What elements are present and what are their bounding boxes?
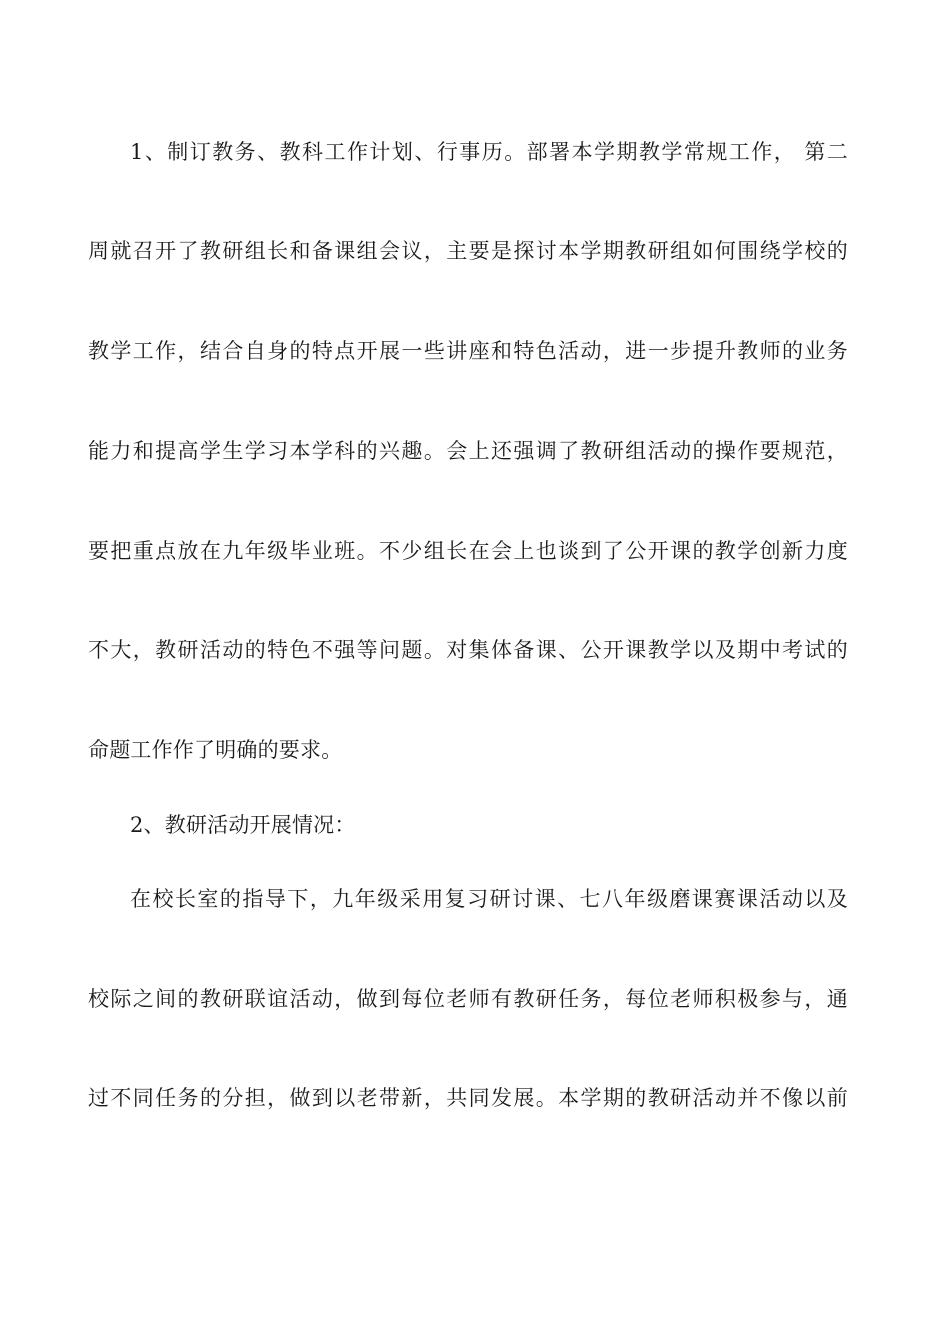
- paragraph-1-line-1: 1、制订教务、教科工作计划、行事历。部署本学期教学常规工作， 第二: [130, 140, 848, 164]
- paragraph-1-line-3: 教学工作，结合自身的特点开展一些讲座和特色活动，进一步提升教师的业务: [88, 339, 848, 363]
- paragraph-1-line-4: 能力和提高学生学习本学科的兴趣。会上还强调了教研组活动的操作要规范，: [88, 439, 848, 463]
- paragraph-1-line-5: 要把重点放在九年级毕业班。不少组长在会上也谈到了公开课的教学创新力度: [88, 539, 848, 563]
- section-heading-2: 2、教研活动开展情况：: [130, 813, 356, 837]
- paragraph-1-line-2: 周就召开了教研组长和备课组会议，主要是探讨本学期教研组如何围绕学校的: [88, 239, 848, 263]
- paragraph-2-line-1: 在校长室的指导下，九年级采用复习研讨课、七八年级磨课赛课活动以及: [130, 887, 848, 911]
- paragraph-2-line-3: 过不同任务的分担，做到以老带新，共同发展。本学期的教研活动并不像以前: [88, 1086, 848, 1110]
- paragraph-1-line-7: 命题工作作了明确的要求。: [88, 738, 343, 762]
- paragraph-1-line-6: 不大，教研活动的特色不强等问题。对集体备课、公开课教学以及期中考试的: [88, 638, 848, 662]
- paragraph-2-line-2: 校际之间的教研联谊活动，做到每位老师有教研任务，每位老师积极参与，通: [88, 987, 848, 1011]
